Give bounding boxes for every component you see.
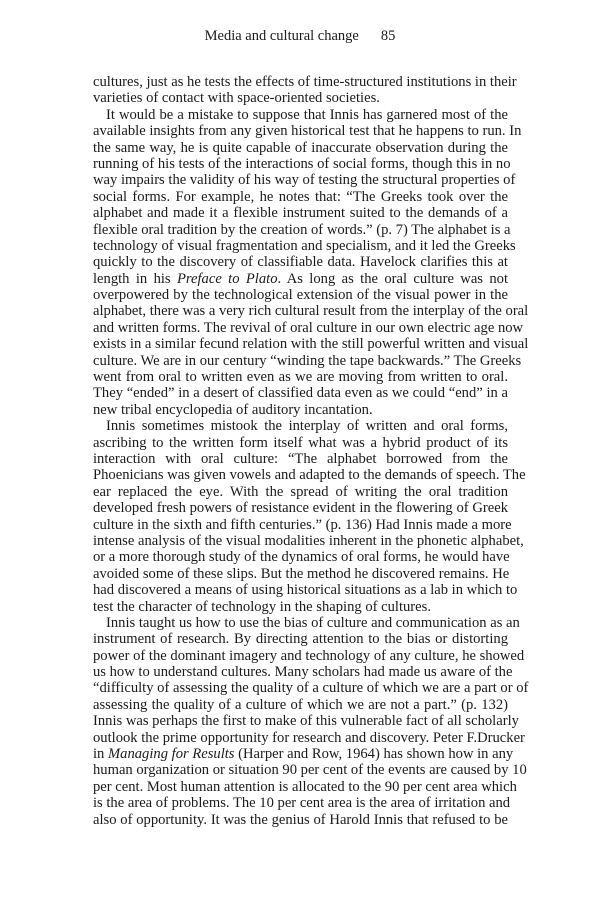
text-line	[93, 287, 508, 303]
text-segment: varieties of contact with space-oriented societies.	[93, 90, 380, 107]
text-segment: alphabet and made it a flexible instrument suited to the demands of a	[93, 205, 508, 222]
text-line	[93, 237, 516, 254]
running-title: Media and cultural change	[204, 28, 359, 44]
text-line	[93, 189, 508, 205]
text-line	[93, 205, 508, 221]
text-line	[93, 746, 514, 763]
text-segment: human organization or situation 90 per cent of the events are caused by 10	[93, 762, 527, 779]
text-line	[93, 582, 518, 599]
paragraph	[93, 418, 526, 615]
text-segment: test the character of technology in the shaping of cultures.	[93, 598, 431, 615]
text-line	[93, 221, 511, 238]
text-segment: avoided some of these slips. But the method he discovered remains. He	[93, 565, 510, 582]
text-line	[93, 500, 508, 516]
text-segment: in	[93, 746, 108, 763]
text-line	[93, 467, 526, 484]
text-line	[93, 123, 522, 140]
text-segment: per cent. Most human attention is allocated to the 90 per cent area which	[93, 778, 517, 795]
text-segment: quickly to the discovery of classifiable data. Havelock clarifies this at	[93, 254, 508, 271]
text-segment: Innis sometimes mistook the interplay of written and oral forms,	[106, 418, 508, 435]
text-segment: had discovered a means of using historical situations as a lab in which to	[93, 582, 518, 599]
text-line	[93, 140, 508, 156]
text-line	[93, 729, 525, 746]
body-text	[93, 74, 529, 828]
text-line	[93, 484, 508, 500]
text-line	[93, 599, 508, 615]
text-segment: alphabet, there was a very rich cultural result from the interplay of the oral	[93, 303, 529, 320]
text-line	[93, 647, 525, 664]
page-number: 85	[380, 28, 396, 44]
text-segment: social forms. For example, he notes that: “The Greeks took over the	[93, 188, 508, 205]
text-segment: us how to understand cultures. Many scholars had made us aware of the	[93, 664, 513, 681]
text-segment: the same way, he is quite capable of inaccurate observation during the	[93, 139, 508, 156]
text-line	[93, 271, 508, 287]
text-line	[93, 451, 508, 467]
text-segment: culture in the sixth and fifth centuries.” (p. 136) Had Innis made a more	[93, 516, 512, 533]
text-segment: outlook the prime opportunity for research and discovery. Peter F.Drucker	[93, 729, 525, 746]
text-segment: available insights from any given historical test that he happens to run. In	[93, 123, 522, 140]
text-segment: interaction with oral culture: “The alphabet borrowed from the	[93, 450, 508, 467]
text-line	[93, 303, 529, 320]
text-segment: technology of visual fragmentation and specialism, and it led the Greeks	[93, 237, 516, 254]
text-segment: length in his	[93, 270, 177, 287]
text-line	[93, 680, 529, 697]
text-segment: Innis was perhaps the first to make of this vulnerable fact of all scholarly	[93, 713, 519, 730]
text-line	[93, 319, 524, 336]
paragraph	[93, 106, 529, 418]
text-segment: Innis taught us how to use the bias of culture and communication as an	[106, 614, 520, 631]
text-line	[93, 74, 517, 90]
italic-title: Preface to Plato	[176, 270, 278, 287]
text-line	[93, 172, 516, 189]
text-line	[93, 795, 511, 812]
text-segment: power of the dominant imagery and technology of any culture, he showed	[93, 647, 525, 664]
text-line	[93, 631, 508, 647]
text-line	[93, 336, 529, 353]
text-segment: intense analysis of the visual modalities inherent in the phonetic alphabet,	[93, 532, 524, 549]
text-segment: culture. We are in our century “winding the tape backwards.” The Greeks	[93, 352, 522, 369]
text-segment: ascribing to the written form itself what was a hybrid product of its	[93, 434, 508, 451]
text-segment: developed fresh powers of resistance evident in the flowering of Greek	[93, 500, 508, 517]
text-line	[93, 697, 508, 713]
text-segment: and written forms. The revival of oral culture in our own electric age now	[93, 319, 524, 336]
text-segment: cultures, just as he tests the effects of time-structured institutions in their	[93, 74, 517, 90]
text-line	[93, 369, 508, 385]
text-line	[93, 549, 508, 565]
text-segment: They “ended” in a desert of classified data even as we could “end” in a	[93, 385, 508, 402]
text-line	[93, 402, 508, 418]
text-segment: is the area of problems. The 10 per cent area is the area of irritation and	[93, 795, 511, 812]
text-segment: also of opportunity. It was the genius of Harold Innis that refused to be	[93, 811, 508, 828]
text-segment: assessing the quality of a culture of which we are not a part.” (p. 132)	[93, 696, 508, 713]
text-line	[93, 90, 508, 106]
text-segment: Phoenicians was given vowels and adapted to the demands of speech. The	[93, 467, 526, 484]
text-line	[93, 664, 513, 681]
text-line	[93, 778, 517, 795]
text-segment: way impairs the validity of his way of testing the structural properties of	[93, 172, 516, 189]
text-line	[93, 107, 508, 123]
text-segment: instrument of research. By directing attention to the bias or distorting	[93, 631, 508, 648]
text-line	[93, 762, 527, 779]
text-segment: running of his tests of the interactions of social forms, though this in no	[93, 155, 511, 172]
text-segment: (Harper and Row, 1964) has shown how in any	[234, 746, 514, 763]
text-segment: or a more thorough study of the dynamics of oral forms, he would have	[93, 549, 510, 566]
running-header	[0, 28, 600, 45]
text-segment: . As long as the oral culture was not	[277, 270, 508, 287]
text-line	[93, 385, 508, 401]
text-line	[93, 254, 508, 270]
text-segment: ear replaced the eye. With the spread of writing the oral tradition	[93, 483, 508, 500]
text-line	[93, 566, 508, 582]
text-segment: new tribal encyclopedia of auditory incantation.	[93, 401, 373, 418]
text-segment: went from oral to written even as we are moving from written to oral.	[93, 369, 508, 386]
text-line	[93, 532, 524, 549]
text-line	[93, 435, 508, 451]
text-segment: “difficulty of assessing the quality of a culture of which we are a part or of	[93, 680, 529, 697]
italic-title: Managing for Results	[108, 746, 235, 763]
text-segment: flexible oral tradition by the creation of words.” (p. 7) The alphabet is a	[93, 221, 511, 238]
paragraph	[93, 614, 529, 828]
text-line	[93, 713, 519, 730]
text-line	[93, 516, 512, 533]
text-line	[93, 812, 508, 828]
paragraph	[93, 74, 517, 107]
text-line	[93, 614, 520, 631]
text-segment: exists in a similar fecund relation with the still powerful written and visual	[93, 336, 529, 353]
text-segment: It would be a mistake to suppose that Innis has garnered most of the	[106, 106, 508, 123]
text-segment: overpowered by the technological extension of the visual power in the	[93, 287, 508, 304]
text-line	[93, 418, 508, 434]
text-line	[93, 155, 511, 172]
text-line	[93, 352, 522, 369]
